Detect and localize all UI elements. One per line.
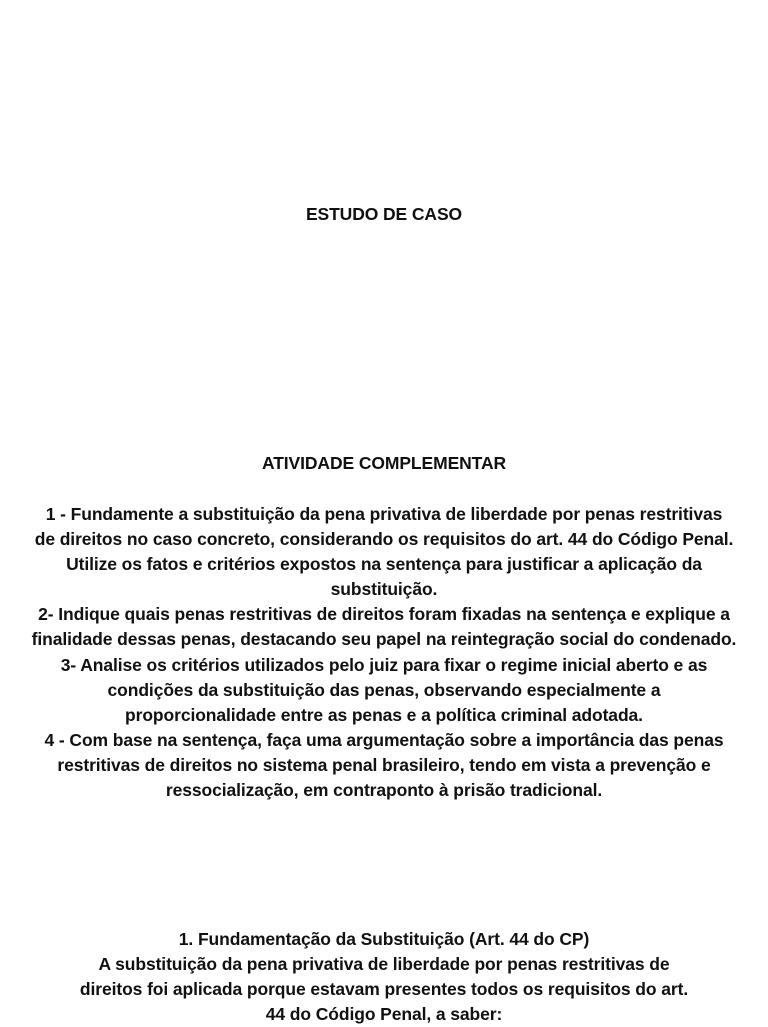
question-line: Utilize os fatos e critérios expostos na sentença para justificar a aplicação da <box>66 554 702 575</box>
answer-heading: 1. Fundamentação da Substituição (Art. 44 do CP) <box>178 929 590 949</box>
questions-block <box>0 502 768 803</box>
question-line: 3- Analise os critérios utilizados pelo juiz para fixar o regime inicial aberto e as <box>60 654 708 675</box>
question-line: 1 - Fundamente a substituição da pena privativa de liberdade por penas restritivas <box>45 504 723 524</box>
question-line: substituição. <box>330 579 438 600</box>
answer-line: 44 do Código Penal, a saber: <box>265 1004 503 1025</box>
document-title <box>0 202 768 227</box>
question-line: restritivas de direitos no sistema penal brasileiro, tendo em vista a prevenção e <box>57 754 711 775</box>
question-line: proporcionalidade entre as penas e a política criminal adotada. <box>125 704 643 725</box>
title-text: ESTUDO DE CASO <box>305 204 463 224</box>
activity-heading <box>0 451 768 476</box>
answer-line: direitos foi aplicada porque estavam presentes todos os requisitos do art. <box>79 979 689 1000</box>
answer-line: A substituição da pena privativa de liberdade por penas restritivas de <box>98 954 670 975</box>
question-line: de direitos no caso concreto, considerando os requisitos do art. 44 do Código Penal. <box>34 529 734 550</box>
question-line: ressocialização, em contraponto à prisão tradicional. <box>165 780 603 801</box>
answer-block <box>0 927 768 1027</box>
question-line: condições da substituição das penas, observando especialmente a <box>107 679 661 700</box>
question-line: finalidade dessas penas, destacando seu papel na reintegração social do condenado. <box>31 629 737 650</box>
activity-heading-text: ATIVIDADE COMPLEMENTAR <box>261 453 507 473</box>
question-line: 4 - Com base na sentença, faça uma argumentação sobre a importância das penas <box>44 729 724 750</box>
question-line: 2- Indique quais penas restritivas de direitos foram fixadas na sentença e explique a <box>38 604 730 625</box>
